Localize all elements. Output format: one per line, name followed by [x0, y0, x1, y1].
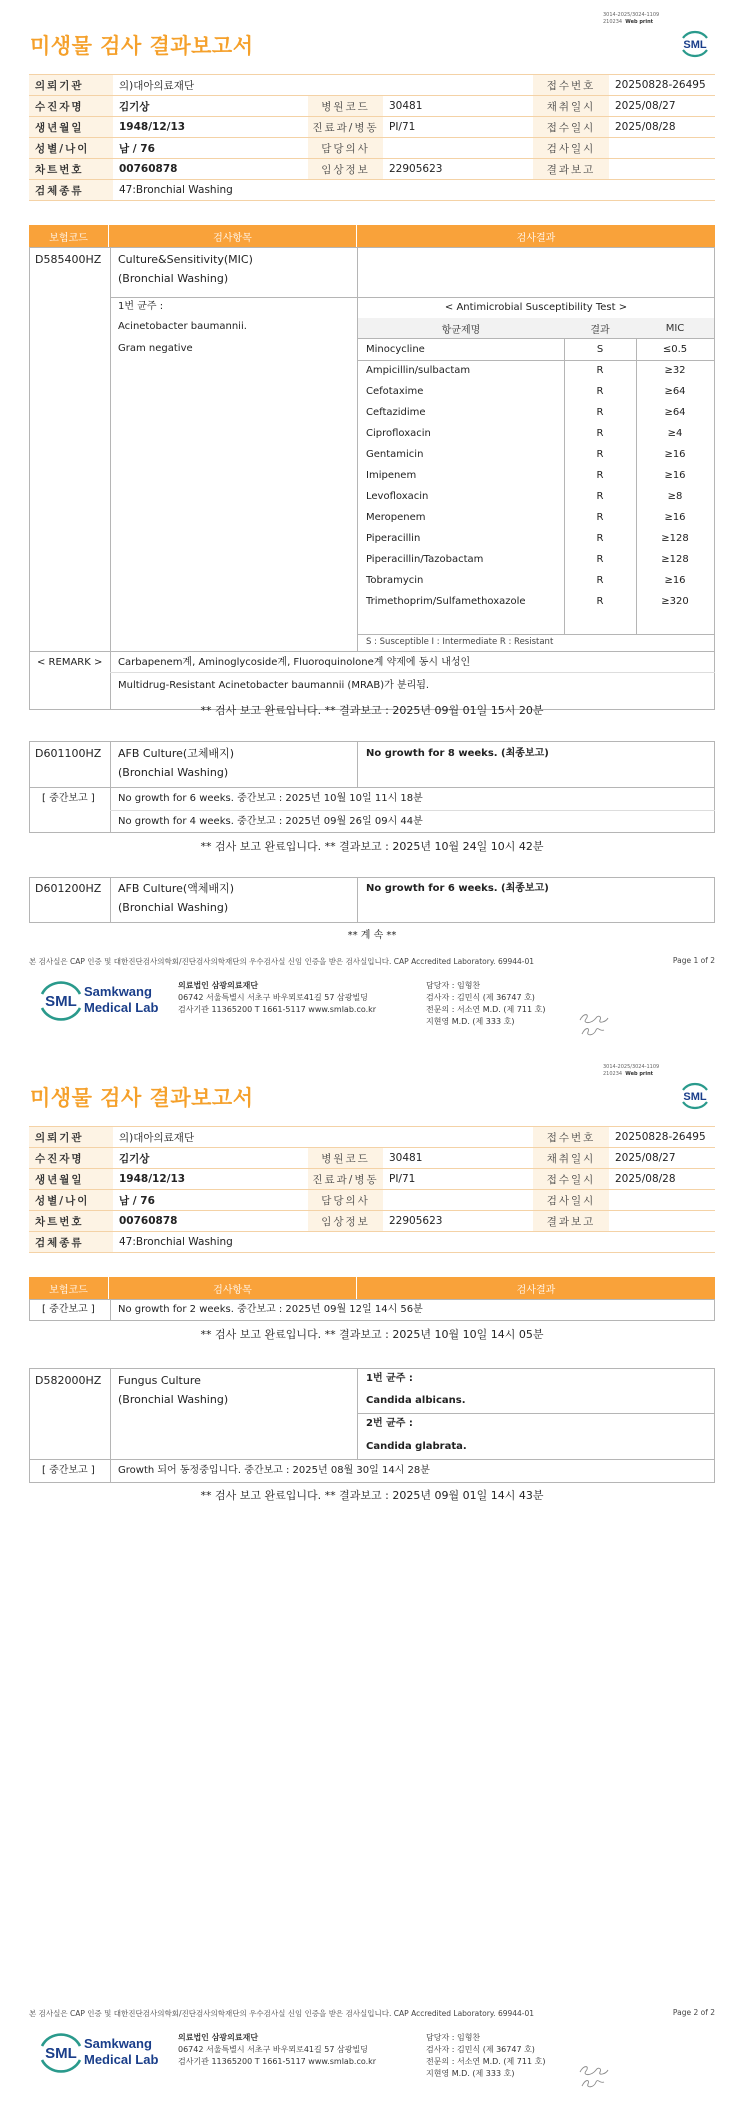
label-doctor: 담당의사 [308, 1190, 383, 1211]
samkwang-logo: SML Samkwang Medical Lab [36, 978, 166, 1024]
completion-note: ** 검사 보고 완료입니다. ** 결과보고 : 2025년 10월 24일 10시 42분 [200, 840, 544, 853]
report-page-2 [0, 1052, 744, 2104]
interim-label: [ 중간보고 ] [42, 1304, 95, 1315]
patient-header-table [29, 1126, 715, 1253]
label-collected: 채취일시 [533, 96, 609, 117]
value-tested [609, 1190, 715, 1211]
label-chart: 차트번호 [29, 1211, 113, 1232]
label-accession: 접수번호 [533, 1127, 609, 1148]
value-collected: 2025/08/27 [609, 1148, 715, 1169]
label-institution: 의뢰기관 [29, 75, 113, 96]
completion-note: ** 검사 보고 완료입니다. ** 결과보고 : 2025년 09월 01일 14시 43분 [200, 1489, 544, 1502]
report-title: 미생물 검사 결과보고서 [30, 34, 254, 58]
interim-report: Growth 되어 동정중입니다. 중간보고 : 2025년 08월 30일 14시 28분 [118, 1465, 430, 1476]
interim-label: [ 중간보고 ] [42, 793, 95, 804]
interim-label: [ 중간보고 ] [42, 1465, 95, 1476]
value-received: 2025/08/28 [609, 1169, 715, 1190]
gram-stain: Gram negative [118, 343, 193, 354]
test-name: AFB Culture(고체배지) [118, 747, 235, 760]
sml-logo-icon [677, 1078, 713, 1114]
ast-table [358, 339, 714, 612]
value-institution: 의)대아의료재단 [113, 1127, 533, 1148]
sml-logo-icon [677, 26, 713, 62]
label-doctor: 담당의사 [308, 138, 383, 159]
label-specimen: 검체종류 [29, 1232, 113, 1253]
ast-header-row: 항균제명 결과 MIC [358, 318, 714, 338]
value-clinical-info: 22905623 [383, 1211, 533, 1232]
remark-label: < REMARK > [37, 657, 103, 668]
completion-note: ** 검사 보고 완료입니다. ** 결과보고 : 2025년 09월 01일 15시 20분 [200, 704, 544, 717]
label-clinical-info: 임상정보 [308, 1211, 383, 1232]
label-patient: 수진자명 [29, 1148, 113, 1169]
test-specimen: (Bronchial Washing) [118, 901, 229, 914]
interim-report: No growth for 2 weeks. 중간보고 : 2025년 09월 12일 14시 56분 [118, 1304, 423, 1315]
label-chart: 차트번호 [29, 159, 113, 180]
page-number: Page 2 of 2 [672, 2008, 715, 2017]
ast-row: Levofloxacin R ≥8 [366, 491, 683, 502]
label-sex-age: 성별/나이 [29, 138, 113, 159]
result-column-header: 보험코드 검사항목 검사결과 [29, 225, 715, 247]
test-specimen: (Bronchial Washing) [118, 272, 229, 285]
completion-note: ** 검사 보고 완료입니다. ** 결과보고 : 2025년 10월 10일 14시 05분 [200, 1328, 544, 1341]
test-result: No growth for 8 weeks. (최종보고) [366, 748, 549, 759]
label-patient: 수진자명 [29, 96, 113, 117]
label-reported: 결과보고 [533, 1211, 609, 1232]
test-specimen: (Bronchial Washing) [118, 1393, 229, 1406]
test-code: D601200HZ [35, 882, 102, 895]
isolate-label: 2번 균주 : [366, 1418, 413, 1429]
sml-logo-icon [36, 978, 86, 1024]
samkwang-logo: SML Samkwang Medical Lab [36, 2030, 166, 2076]
signature-icon [576, 2062, 612, 2092]
institution-info: 의료법인 삼광의료재단 06742 서울특별시 서초구 바우뫼로41길 57 삼광빌딩 검사기관 11365200 T 1661-5117 www.smlab.co.kr [178, 981, 377, 1014]
label-dept: 진료과/병동 [308, 117, 383, 138]
test-code: D585400HZ [35, 253, 102, 266]
label-institution: 의뢰기관 [29, 1127, 113, 1148]
svg-text:SML: SML [683, 1091, 707, 1103]
print-code: 3014-2025/3024-1109 210234 Web print [603, 1064, 660, 1077]
value-doctor [383, 1190, 533, 1211]
sml-logo-icon [36, 2030, 86, 2076]
label-birth: 생년월일 [29, 1169, 113, 1190]
value-institution: 의)대아의료재단 [113, 75, 533, 96]
svg-text:SML: SML [45, 993, 77, 1010]
test-result: No growth for 6 weeks. (최종보고) [366, 883, 549, 894]
label-received: 접수일시 [533, 1169, 609, 1190]
value-hospital-code: 30481 [383, 96, 533, 117]
label-collected: 채취일시 [533, 1148, 609, 1169]
ast-row: Minocycline S ≤0.5 [366, 344, 688, 355]
continued-note: ** 계 속 ** [347, 930, 397, 941]
isolate-label: 1번 균주 : [366, 1373, 413, 1384]
svg-text:SML: SML [683, 39, 707, 51]
label-tested: 검사일시 [533, 138, 609, 159]
value-birth: 1948/12/13 [113, 117, 308, 138]
staff-info: 담당자 : 임형찬 검사자 : 김민식 (제 36747 호) 전문의 : 서소연 M.D. (제 711 호) 지현영 M.D. (제 333 호) [426, 981, 546, 1026]
value-received: 2025/08/28 [609, 117, 715, 138]
label-birth: 생년월일 [29, 117, 113, 138]
interim-report: No growth for 4 weeks. 중간보고 : 2025년 09월 26일 09시 44분 [118, 816, 423, 827]
staff-info: 담당자 : 임형찬 검사자 : 김민식 (제 36747 호) 전문의 : 서소연 M.D. (제 711 호) 지현영 M.D. (제 333 호) [426, 2033, 546, 2078]
ast-row: Tobramycin R ≥16 [366, 575, 686, 586]
label-received: 접수일시 [533, 117, 609, 138]
ast-row: Piperacillin/Tazobactam R ≥128 [366, 554, 689, 565]
ast-title: < Antimicrobial Susceptibility Test > [444, 302, 628, 313]
label-dept: 진료과/병동 [308, 1169, 383, 1190]
institution-info: 의료법인 삼광의료재단 06742 서울특별시 서초구 바우뫼로41길 57 삼광빌딩 검사기관 11365200 T 1661-5117 www.smlab.co.kr [178, 2033, 377, 2066]
organism-name: Candida albicans. [366, 1395, 466, 1406]
ast-row: Ceftazidime R ≥64 [366, 407, 686, 418]
label-tested: 검사일시 [533, 1190, 609, 1211]
ast-legend: S : Susceptible I : Intermediate R : Resistant [366, 637, 554, 647]
label-hospital-code: 병원코드 [308, 96, 383, 117]
patient-header-table [29, 74, 715, 201]
label-clinical-info: 임상정보 [308, 159, 383, 180]
test-specimen: (Bronchial Washing) [118, 766, 229, 779]
label-hospital-code: 병원코드 [308, 1148, 383, 1169]
isolate-label: 1번 균주 : [118, 301, 164, 312]
result-column-header: 보험코드 검사항목 검사결과 [29, 1277, 715, 1299]
ast-row: Meropenem R ≥16 [366, 512, 686, 523]
value-accession: 20250828-26495 [609, 75, 715, 96]
ast-row: Gentamicin R ≥16 [366, 449, 686, 460]
value-reported [609, 1211, 715, 1232]
value-specimen: 47:Bronchial Washing [113, 180, 715, 201]
value-accession: 20250828-26495 [609, 1127, 715, 1148]
value-dept: PI/71 [383, 1169, 533, 1190]
remark-line-2: Multidrug-Resistant Acinetobacter baumannii (MRAB)가 분리됨. [118, 680, 430, 691]
ast-row: Imipenem R ≥16 [366, 470, 686, 481]
footer-cert: 본 검사실은 CAP 인증 및 대한진단검사의학회/진단검사의학재단의 우수검사실 신임 인증을 받은 검사실입니다. CAP Accredited Laboratory. 69944-01 Page 1 of 2 [29, 956, 715, 966]
organism-name: Candida glabrata. [366, 1441, 467, 1452]
label-reported: 결과보고 [533, 159, 609, 180]
test-code: D582000HZ [35, 1374, 102, 1387]
value-tested [609, 138, 715, 159]
svg-text:SML: SML [45, 2045, 77, 2062]
value-patient: 김기상 [113, 96, 308, 117]
value-chart: 00760878 [113, 1211, 308, 1232]
test-name: Culture&Sensitivity(MIC) [118, 253, 253, 266]
value-clinical-info: 22905623 [383, 159, 533, 180]
signature-icon [576, 1010, 612, 1040]
value-patient: 김기상 [113, 1148, 308, 1169]
value-doctor [383, 138, 533, 159]
value-reported [609, 159, 715, 180]
organism-name: Acinetobacter baumannii. [118, 321, 247, 332]
value-chart: 00760878 [113, 159, 308, 180]
test-name: Fungus Culture [118, 1374, 201, 1387]
value-sex-age: 남 / 76 [113, 138, 308, 159]
page-number: Page 1 of 2 [672, 956, 715, 965]
print-code: 3014-2025/3024-1109 210234 Web print [603, 12, 660, 25]
test-code: D601100HZ [35, 747, 102, 760]
test-name: AFB Culture(액체배지) [118, 882, 235, 895]
ast-row: Piperacillin R ≥128 [366, 533, 689, 544]
value-sex-age: 남 / 76 [113, 1190, 308, 1211]
value-specimen: 47:Bronchial Washing [113, 1232, 715, 1253]
label-specimen: 검체종류 [29, 180, 113, 201]
value-dept: PI/71 [383, 117, 533, 138]
ast-row: Ciprofloxacin R ≥4 [366, 428, 683, 439]
label-sex-age: 성별/나이 [29, 1190, 113, 1211]
interim-report: No growth for 6 weeks. 중간보고 : 2025년 10월 10일 11시 18분 [118, 793, 423, 804]
ast-row: Ampicillin/sulbactam R ≥32 [366, 365, 686, 376]
ast-row: Trimethoprim/Sulfamethoxazole R ≥320 [366, 596, 689, 607]
value-collected: 2025/08/27 [609, 96, 715, 117]
value-hospital-code: 30481 [383, 1148, 533, 1169]
report-title: 미생물 검사 결과보고서 [30, 1086, 254, 1110]
value-birth: 1948/12/13 [113, 1169, 308, 1190]
remark-line-1: Carbapenem계, Aminoglycoside계, Fluoroquinolone계 약제에 동시 내성인 [118, 657, 471, 668]
ast-row: Cefotaxime R ≥64 [366, 386, 686, 397]
label-accession: 접수번호 [533, 75, 609, 96]
footer-cert: 본 검사실은 CAP 인증 및 대한진단검사의학회/진단검사의학재단의 우수검사실 신임 인증을 받은 검사실입니다. CAP Accredited Laboratory. 69944-01 Page 2 of 2 [29, 2008, 715, 2018]
